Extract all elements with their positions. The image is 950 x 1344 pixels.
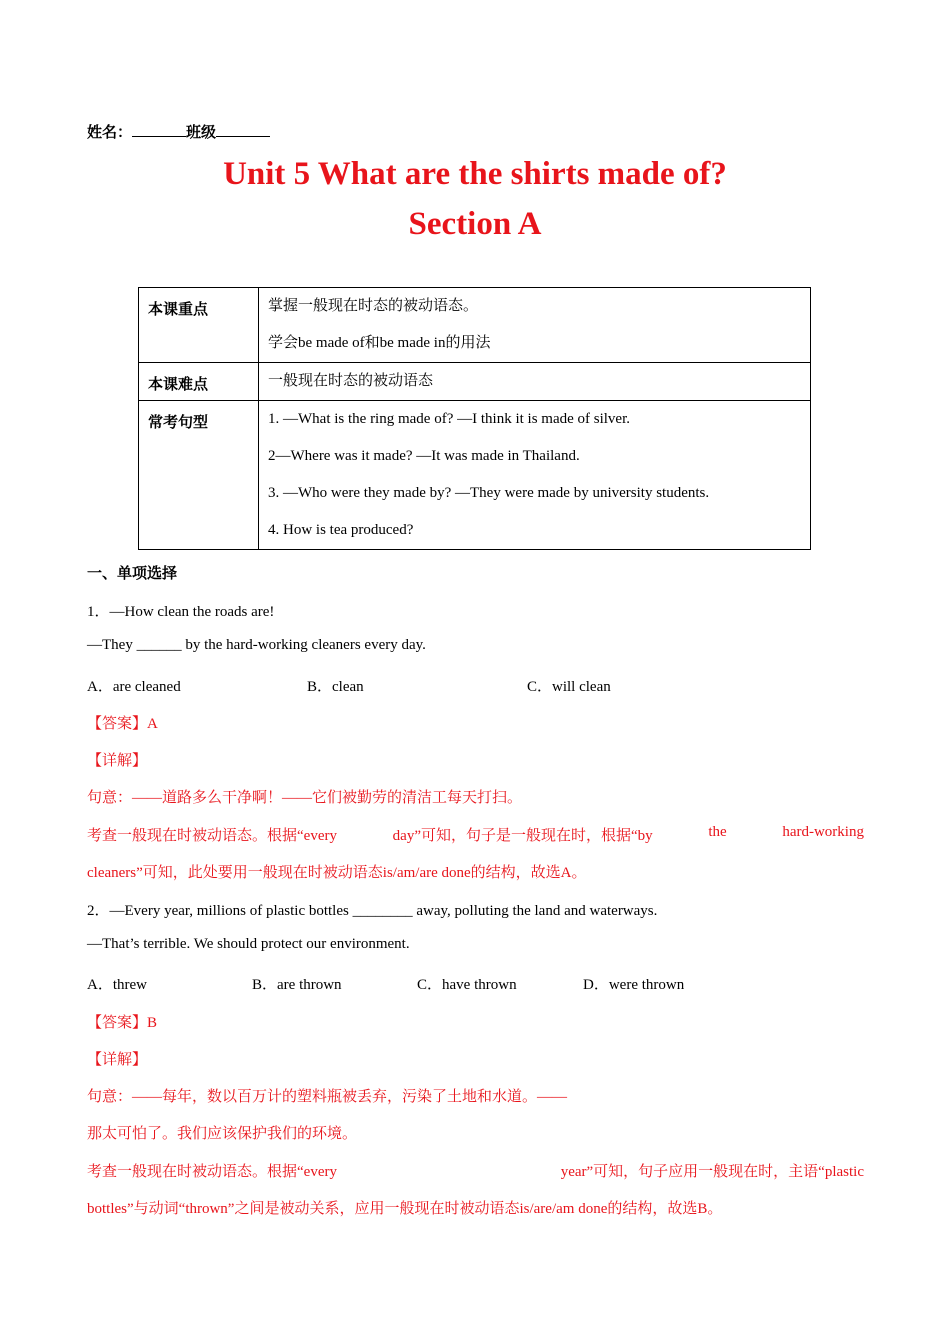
q2-stem-line1: 2．—Every year, millions of plastic bottles ________ away, polluting the land and waterways. — [87, 903, 658, 919]
table-line: 1. —What is the ring made of? —I think it is made of silver. — [268, 411, 631, 427]
q1-detail-label: 【详解】 — [87, 753, 148, 769]
table-line: 3. —Who were they made by? —They were made by university students. — [268, 485, 710, 501]
unit-title: Unit 5 What are the shirts made of? — [223, 156, 727, 192]
table-line: 4. How is tea produced? — [268, 522, 414, 538]
q2-option-b[interactable]: B．are thrown — [252, 977, 342, 993]
name-class-line — [87, 121, 270, 142]
row-value-patterns — [259, 401, 811, 550]
name-label: 姓名： — [87, 125, 133, 141]
text-segment: 考查一般现在时被动语态。根据“every — [87, 1164, 337, 1180]
q2-detail-label: 【详解】 — [87, 1052, 148, 1068]
q2-option-d[interactable]: D．were thrown — [583, 977, 685, 993]
table-line: 掌握一般现在时态的被动语态。 — [268, 298, 479, 314]
q1-option-b[interactable]: B．clean — [307, 679, 364, 695]
table-line: 2—Where was it made? —It was made in Thailand. — [268, 448, 580, 464]
q2-translation-line1: 句意：——每年，数以百万计的塑料瓶被丢弃，污染了土地和水道。—— — [87, 1089, 568, 1105]
row-value-focus — [259, 288, 811, 363]
section-heading: 一、单项选择 — [87, 566, 178, 582]
text-segment: year”可知，句子应用一般现在时，主语“plastic — [560, 1164, 864, 1180]
text-segment: 考查一般现在时被动语态。根据“every — [87, 828, 337, 844]
q2-stem-line2: —That’s terrible. We should protect our environment. — [87, 936, 410, 952]
text-segment: the — [708, 824, 727, 840]
name-blank[interactable] — [132, 122, 186, 137]
lesson-info-table — [138, 287, 811, 550]
row-key-focus: 本课重点 — [139, 288, 259, 363]
table-row — [139, 363, 811, 401]
q1-stem-line1: 1．—How clean the roads are! — [87, 604, 275, 620]
class-label: 班级 — [186, 125, 217, 141]
text-segment: hard-working — [782, 824, 864, 840]
q1-analysis-line1 — [87, 824, 864, 845]
table-line: 一般现在时态的被动语态 — [268, 373, 434, 389]
class-blank[interactable] — [216, 122, 270, 137]
q2-analysis-line1 — [87, 1160, 864, 1181]
text-segment: day”可知，句子是一般现在时，根据“by — [392, 828, 653, 844]
q1-stem-line2: —They ______ by the hard-working cleaners every day. — [87, 637, 426, 653]
table-row — [139, 288, 811, 363]
q1-option-c[interactable]: C．will clean — [527, 679, 611, 695]
q2-analysis-line2: bottles”与动词“thrown”之间是被动关系，应用一般现在时被动语态is/are/am done的结构，故选B。 — [87, 1201, 723, 1217]
q2-answer: 【答案】B — [87, 1015, 158, 1031]
section-title-heading: Section A — [408, 206, 542, 242]
q1-answer: 【答案】A — [87, 716, 158, 732]
row-key-patterns: 常考句型 — [139, 401, 259, 550]
q1-option-a[interactable]: A．are cleaned — [87, 679, 181, 695]
row-value-difficulty — [259, 363, 811, 401]
q2-translation-line2: 那太可怕了。我们应该保护我们的环境。 — [87, 1126, 358, 1142]
table-line: 学会be made of和be made in的用法 — [268, 335, 491, 351]
q1-translation: 句意：——道路多么干净啊！——它们被勤劳的清洁工每天打扫。 — [87, 790, 523, 806]
table-row — [139, 401, 811, 550]
q1-analysis-line2: cleaners”可知，此处要用一般现在时被动语态is/am/are done的结构，故选A。 — [87, 865, 587, 881]
q2-option-a[interactable]: A．threw — [87, 977, 147, 993]
row-key-difficulty: 本课难点 — [139, 363, 259, 401]
q2-option-c[interactable]: C．have thrown — [417, 977, 517, 993]
